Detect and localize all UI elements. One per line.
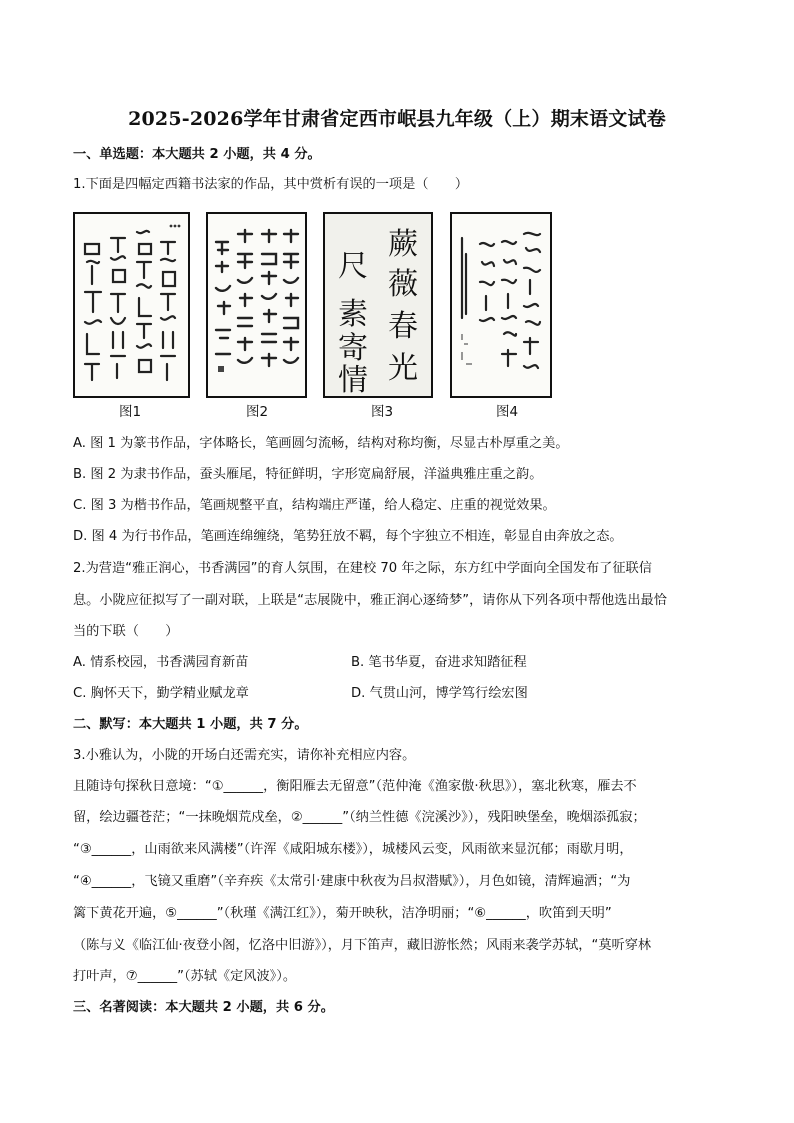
question-3-line-6: （陈与义《临江仙·夜登小阁，忆洛中旧游》），月下笛声，藏旧游怅然；风雨来袭学苏轼，“莫听穿林	[73, 938, 652, 953]
clerical-script-artwork	[208, 214, 305, 396]
svg-text:蕨: 蕨	[388, 227, 418, 262]
question-1-option-c[interactable]: C. 图 3 为楷书作品，笔画规整平直，结构端庄严谨，给人稳定、庄重的视觉效果。	[73, 498, 556, 513]
page-title: 2025-2026学年甘肃省定西市岷县九年级（上）期末语文试卷	[128, 108, 666, 130]
figure-1-label: 图1	[119, 404, 142, 420]
question-3-line-3: “③______，山雨欲来风满楼”（许浑《咸阳城东楼》），城楼风云变，风雨欲来显沉郁；雨歇月明，	[73, 842, 633, 857]
question-1-stem: 1.下面是四幅定西籍书法家的作品，其中赏析有误的一项是（ ）	[73, 177, 469, 192]
figure-4-label: 图4	[496, 404, 519, 420]
section-heading-single-choice: 一、单选题：本大题共 2 小题，共 4 分。	[73, 147, 321, 162]
question-2-stem-line-1: 2.为营造“雅正润心，书香满园”的育人氛围，在建校 70 年之际，东方红中学面向全国发布了征联信	[73, 561, 652, 576]
question-1-option-d[interactable]: D. 图 4 为行书作品，笔画连绵缠绕，笔势狂放不羁，每个字独立不相连，彰显自由奔放之态。	[73, 529, 623, 544]
svg-text:尺: 尺	[338, 249, 368, 284]
question-2-option-d[interactable]: D. 气贯山河，博学笃行绘宏图	[351, 686, 528, 701]
question-3-line-2: 留，绘边疆苍茫；“一抹晚烟荒戍垒，②______”（纳兰性德《浣溪沙》），残阳映堡垒，晚烟添孤寂；	[73, 810, 646, 825]
question-1-option-a[interactable]: A. 图 1 为篆书作品，字体略长，笔画圆匀流畅，结构对称均衡，尽显古朴厚重之美。	[73, 436, 569, 451]
question-2-stem-line-2: 息。小陇应征拟写了一副对联，上联是“志展陇中，雅正润心逐绮梦”，请你从下列各项中帮他选出最恰	[73, 593, 667, 608]
svg-text:春: 春	[388, 309, 418, 344]
section-heading-classics-reading: 三、名著阅读：本大题共 2 小题，共 6 分。	[73, 1000, 334, 1015]
question-2-stem-line-3: 当的下联（ ）	[73, 624, 179, 639]
figure-3-label: 图3	[371, 404, 394, 420]
calligraphy-figure-3	[323, 212, 433, 398]
question-2-option-c[interactable]: C. 胸怀天下，勤学精业赋龙章	[73, 686, 249, 701]
calligraphy-figure-2	[206, 212, 307, 398]
svg-text:素: 素	[338, 297, 368, 332]
question-3-line-1: 且随诗句探秋日意境：“①______，衡阳雁去无留意”（范仲淹《渔家傲·秋思》），塞北秋寒，雁去不	[73, 779, 637, 794]
question-3-line-7: 打叶声，⑦______”（苏轼《定风波》）。	[73, 969, 297, 984]
regular-script-artwork	[325, 214, 431, 396]
section-heading-dictation: 二、默写：本大题共 1 小题，共 7 分。	[73, 717, 308, 732]
calligraphy-figure-4	[450, 212, 552, 398]
running-script-artwork	[452, 214, 550, 396]
svg-text:寄: 寄	[338, 331, 368, 366]
question-3-stem: 3.小雅认为，小陇的开场白还需充实，请你补充相应内容。	[73, 748, 416, 763]
svg-text:薇: 薇	[388, 267, 418, 302]
question-3-line-4: “④______，飞镜又重磨”（辛弃疾《太常引·建康中秋夜为吕叔潜赋》），月色如镜，清辉遍洒；“为	[73, 874, 631, 889]
calligraphy-figure-1	[73, 212, 190, 398]
seal-script-artwork	[75, 214, 188, 396]
question-1-option-b[interactable]: B. 图 2 为隶书作品，蚕头雁尾，特征鲜明，字形宽扁舒展，洋溢典雅庄重之韵。	[73, 467, 543, 482]
svg-text:光: 光	[388, 351, 418, 386]
figure-2-label: 图2	[246, 404, 269, 420]
question-2-option-b[interactable]: B. 笔书华夏，奋进求知踏征程	[351, 655, 527, 670]
question-2-option-a[interactable]: A. 情系校园，书香满园育新苗	[73, 655, 249, 670]
svg-text:情: 情	[338, 363, 368, 396]
question-3-line-5: 篱下黄花开遍，⑤______”（秋瑾《满江红》），菊开映秋，洁净明丽；“⑥______，吹笛到天明”	[73, 906, 612, 921]
